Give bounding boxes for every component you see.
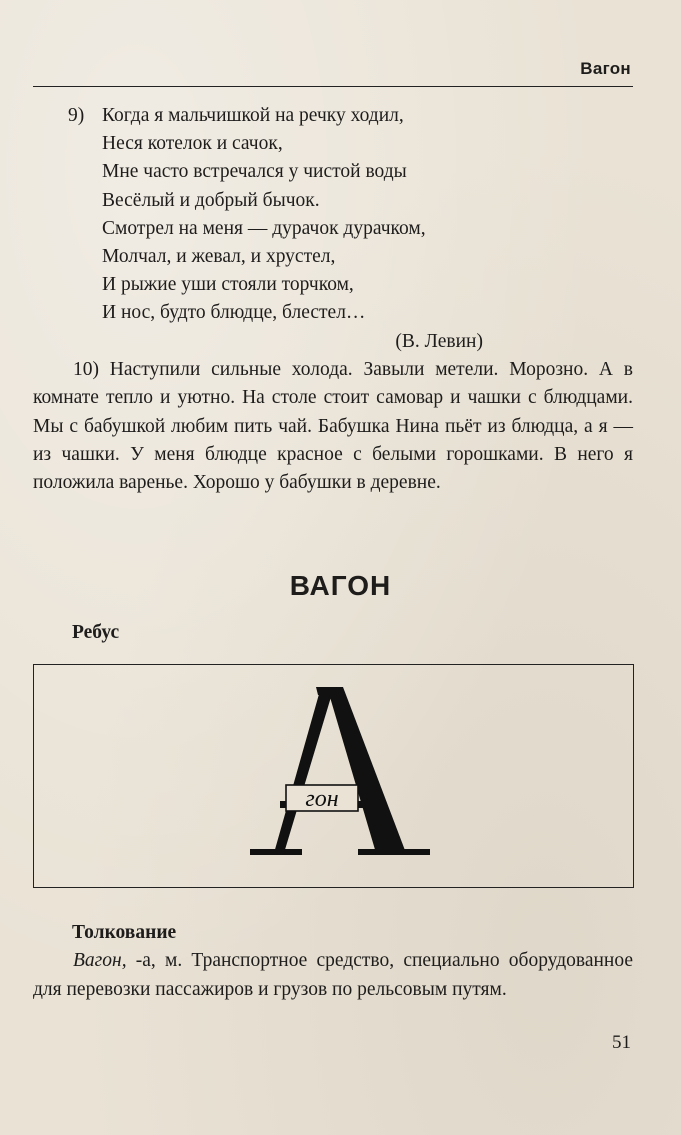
poem-block <box>68 102 628 356</box>
rebus-inner-word: гон <box>305 786 339 812</box>
definition-body: -а, м. Транспортное средство, специально оборудованное для перевозки пассажиров и грузов по рельсовым путям. <box>33 950 633 1000</box>
poem-author: (В. Левин) <box>395 330 483 352</box>
page-number: 51 <box>612 1032 631 1053</box>
rebus-big-letter-a <box>250 687 430 855</box>
poem-number: 9) <box>68 105 85 126</box>
running-head: Вагон <box>580 59 631 78</box>
rebus-frame <box>33 664 634 888</box>
definition-headword: Вагон, <box>73 950 127 971</box>
poem-line: Молчал, и жевал, и хрустел, <box>102 246 336 268</box>
paragraph-10: 10) Наступили сильные холода. Завыли метели. Морозно. А в комнате тепло и уютно. На столе стоит самовар и чашки с блюдцами. Мы с бабушкой любим пить чай. Бабушка Нина пьёт из блюдца, а я — из чашки. У меня блюдце красное с белыми горошками. В него я положила варенье. Хорошо у бабушки в деревне. <box>33 359 633 494</box>
poem-line: И нос, будто блюдце, блестел… <box>102 302 366 324</box>
poem-line <box>68 102 628 130</box>
poem-line: Мне часто встречался у чистой воды <box>102 161 407 183</box>
rebus-image <box>34 665 635 889</box>
section-title: ВАГОН <box>289 570 392 601</box>
definition-text <box>33 947 633 1004</box>
rebus-label: Ребус <box>72 622 120 643</box>
poem-line: Смотрел на меня — дурачок дурачком, <box>102 217 426 239</box>
poem-line: Неся котелок и сачок, <box>102 133 283 155</box>
poem-line: И рыжие уши стояли торчком, <box>102 274 354 296</box>
poem-line: Весёлый и добрый бычок. <box>102 189 320 211</box>
header-rule <box>33 86 633 87</box>
interpretation-label: Толкование <box>72 922 177 943</box>
poem-line-text: Когда я мальчишкой на речку ходил, <box>102 105 404 126</box>
